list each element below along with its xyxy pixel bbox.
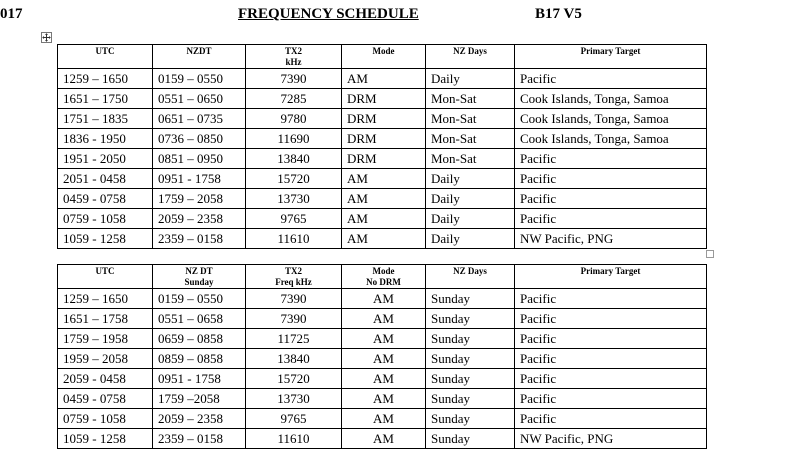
cell-nz-days: Daily [426,69,515,89]
cell-nzdt: 0951 - 1758 [153,169,246,189]
header-frequency-line: kHz [285,57,302,67]
header-nz-days-line: NZ Days [453,46,487,56]
header-frequency-line: Freq kHz [275,277,312,287]
cell-primary-target: Pacific [515,369,707,389]
document-title: FREQUENCY SCHEDULE [238,6,419,22]
header-primary-target-line: Primary Target [580,266,641,276]
cell-utc: 1651 – 1750 [58,89,153,109]
cell-primary-target: Pacific [515,349,707,369]
cell-nz-days: Sunday [426,309,515,329]
table-row [58,409,707,429]
cell-utc: 1259 – 1650 [58,289,153,309]
table-row [58,329,707,349]
cell-frequency: 9765 [246,409,342,429]
header-mode [342,265,426,289]
header-nzdt-line: Sunday [184,277,214,287]
cell-nzdt: 0736 – 0850 [153,129,246,149]
cell-nzdt: 2359 – 0158 [153,429,246,449]
cell-frequency: 13730 [246,389,342,409]
cell-nz-days: Mon-Sat [426,109,515,129]
table-row [58,69,707,89]
cell-utc: 0759 - 1058 [58,409,153,429]
cell-frequency: 11725 [246,329,342,349]
cell-primary-target: Pacific [515,389,707,409]
cell-nz-days: Mon-Sat [426,89,515,109]
table-header-row [58,265,707,289]
cell-nz-days: Daily [426,209,515,229]
cell-utc: 2059 - 0458 [58,369,153,389]
cell-mode: AM [342,169,426,189]
cell-primary-target: Pacific [515,409,707,429]
cell-utc: 0459 - 0758 [58,189,153,209]
cell-frequency: 11610 [246,229,342,249]
cell-nzdt: 2059 – 2358 [153,209,246,229]
cell-utc: 0459 - 0758 [58,389,153,409]
table-row [58,189,707,209]
cell-mode: AM [342,209,426,229]
cell-nz-days: Sunday [426,369,515,389]
cell-frequency: 13840 [246,149,342,169]
cell-nz-days: Sunday [426,289,515,309]
header-mode-line: No DRM [366,277,401,287]
cell-utc: 1059 - 1258 [58,429,153,449]
cell-frequency: 9780 [246,109,342,129]
cell-mode: AM [342,289,426,309]
header-utc-line: UTC [95,46,115,56]
cell-nzdt: 0651 – 0735 [153,109,246,129]
cell-mode: AM [342,329,426,349]
cell-nz-days: Sunday [426,349,515,369]
header-primary-target-line: Primary Target [580,46,641,56]
header-utc [58,265,153,289]
cell-nzdt: 2059 – 2358 [153,409,246,429]
cell-primary-target: Cook Islands, Tonga, Samoa [515,89,707,109]
cell-nzdt: 0851 – 0950 [153,149,246,169]
cell-nzdt: 2359 – 0158 [153,229,246,249]
version-label: B17 V5 [535,6,582,22]
cell-utc: 1751 – 1835 [58,109,153,129]
cell-mode: DRM [342,109,426,129]
cell-mode: AM [342,309,426,329]
frequency-schedule-table-sunday [57,264,707,449]
cell-mode: AM [342,369,426,389]
cell-nzdt: 0551 – 0658 [153,309,246,329]
cell-mode: AM [342,189,426,209]
cell-primary-target: Cook Islands, Tonga, Samoa [515,109,707,129]
cell-utc: 2051 - 0458 [58,169,153,189]
cell-primary-target: Pacific [515,69,707,89]
header-primary-target [515,265,707,289]
table-row [58,349,707,369]
cell-nzdt: 0551 – 0650 [153,89,246,109]
table-resize-handle[interactable] [706,250,714,258]
cell-primary-target: Pacific [515,169,707,189]
table-row [58,89,707,109]
cell-nz-days: Sunday [426,329,515,349]
cell-nz-days: Sunday [426,429,515,449]
header-mode-line: Mode [372,46,395,56]
cell-primary-target: Pacific [515,189,707,209]
header-frequency-line: TX2 [284,266,302,276]
cell-frequency: 15720 [246,169,342,189]
cell-mode: AM [342,349,426,369]
header-nz-days [426,265,515,289]
cell-frequency: 11610 [246,429,342,449]
header-mode [342,45,426,69]
cell-frequency: 13730 [246,189,342,209]
cell-primary-target: Pacific [515,209,707,229]
cell-utc: 1059 - 1258 [58,229,153,249]
header-frequency [246,45,342,69]
table-row [58,429,707,449]
header-utc-line: UTC [95,266,115,276]
cell-primary-target: Cook Islands, Tonga, Samoa [515,129,707,149]
cell-utc: 1959 – 2058 [58,349,153,369]
cell-mode: AM [342,229,426,249]
cell-mode: DRM [342,149,426,169]
table-row [58,109,707,129]
page-number-fragment: 017 [0,6,23,22]
header-nz-days-line: NZ Days [453,266,487,276]
cell-primary-target: NW Pacific, PNG [515,429,707,449]
table-row [58,389,707,409]
cell-utc: 0759 - 1058 [58,209,153,229]
header-frequency-line: TX2 [284,46,302,56]
cell-mode: AM [342,389,426,409]
cell-nz-days: Sunday [426,409,515,429]
cell-nzdt: 1759 –2058 [153,389,246,409]
cell-primary-target: Pacific [515,309,707,329]
cell-frequency: 7390 [246,69,342,89]
cell-nz-days: Sunday [426,389,515,409]
cell-nz-days: Daily [426,189,515,209]
cell-nzdt: 0659 – 0858 [153,329,246,349]
cell-utc: 1651 – 1758 [58,309,153,329]
cell-primary-target: Pacific [515,329,707,349]
header-nzdt [153,265,246,289]
table-move-handle-icon[interactable] [41,32,52,43]
table-row [58,129,707,149]
cell-frequency: 13840 [246,349,342,369]
cell-utc: 1259 – 1650 [58,69,153,89]
cell-nzdt: 0859 – 0858 [153,349,246,369]
header-nzdt-line: NZDT [186,46,212,56]
cell-utc: 1951 - 2050 [58,149,153,169]
header-mode-line: Mode [372,266,395,276]
cell-nzdt: 0159 – 0550 [153,289,246,309]
table-row [58,289,707,309]
table-row [58,209,707,229]
cell-mode: AM [342,429,426,449]
cell-mode: AM [342,409,426,429]
header-frequency [246,265,342,289]
table-row [58,229,707,249]
cell-primary-target: Pacific [515,289,707,309]
cell-mode: AM [342,69,426,89]
cell-nzdt: 0951 - 1758 [153,369,246,389]
table-row [58,149,707,169]
cell-primary-target: NW Pacific, PNG [515,229,707,249]
frequency-schedule-table-weekday [57,44,707,249]
table-row [58,309,707,329]
cell-utc: 1759 – 1958 [58,329,153,349]
cell-nz-days: Mon-Sat [426,129,515,149]
cell-frequency: 7390 [246,309,342,329]
cell-frequency: 15720 [246,369,342,389]
cell-frequency: 9765 [246,209,342,229]
cell-frequency: 11690 [246,129,342,149]
cell-nz-days: Mon-Sat [426,149,515,169]
table-row [58,369,707,389]
cell-frequency: 7285 [246,89,342,109]
cell-mode: DRM [342,89,426,109]
table-header-row [58,45,707,69]
cell-utc: 1836 - 1950 [58,129,153,149]
cell-mode: DRM [342,129,426,149]
header-nzdt-line: NZ DT [185,266,213,276]
cell-nz-days: Daily [426,229,515,249]
table-row [58,169,707,189]
header-nz-days [426,45,515,69]
header-primary-target [515,45,707,69]
cell-frequency: 7390 [246,289,342,309]
cell-nz-days: Daily [426,169,515,189]
cell-nzdt: 0159 – 0550 [153,69,246,89]
header-nzdt [153,45,246,69]
cell-nzdt: 1759 – 2058 [153,189,246,209]
cell-primary-target: Pacific [515,149,707,169]
header-utc [58,45,153,69]
